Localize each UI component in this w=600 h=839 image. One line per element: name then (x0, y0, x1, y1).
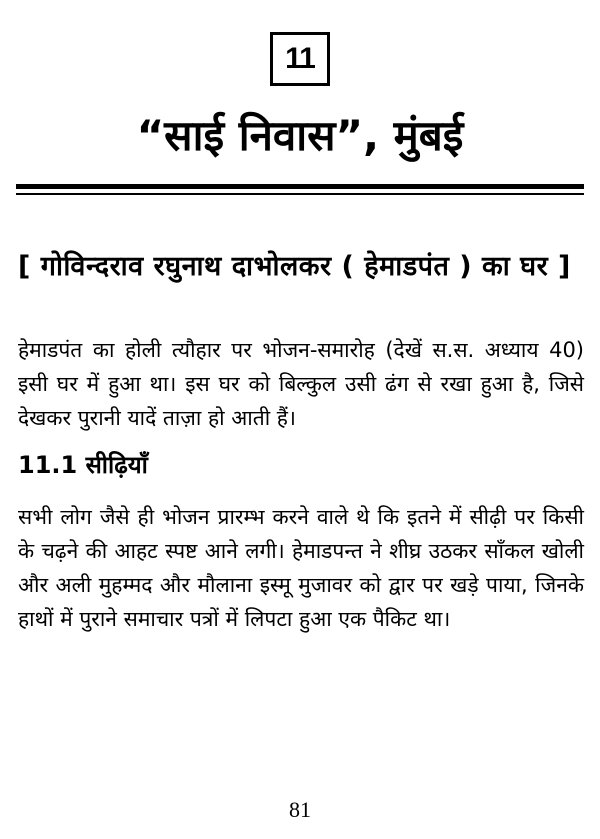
title-divider-thin (16, 193, 584, 195)
title-divider-thick (16, 184, 584, 189)
section-heading: [ गोविन्दराव रघुनाथ दाभोलकर ( हेमाडपंत ) का घर ] (18, 251, 571, 282)
subsection-paragraph: सभी लोग जैसे ही भोजन प्रारम्भ करने वाले थे कि इतने में सीढ़ी पर किसी के चढ़ने की आहट स्पष्ट आने लगी। हेमाडपन्त ने शीघ्र उठकर साँकल खोली और अली मुहम्मद और मौलाना इस्मू मुजावर को द्वार पर खड़े पाया, जिनके हाथों में पुराने समाचार पत्रों में लिपटा हुआ एक पैकिट था। (18, 505, 584, 631)
chapter-number: 11 (285, 42, 315, 75)
section-paragraph: हेमाडपंत का होली त्यौहार पर भोजन-समारोह (देखें स.स. अध्याय 40) इसी घर में हुआ था। इस घर को बिल्कुल उसी ढंग से रखा हुआ है, जिसे देखकर पुरानी यादें ताज़ा हो आती हैं। (18, 338, 584, 430)
subsection-heading: 11.1 सीढ़ियाँ (18, 451, 148, 479)
chapter-number-box (270, 32, 330, 86)
page-number: 81 (289, 797, 311, 822)
chapter-title: “साई निवास”, मुंबई (136, 111, 464, 160)
